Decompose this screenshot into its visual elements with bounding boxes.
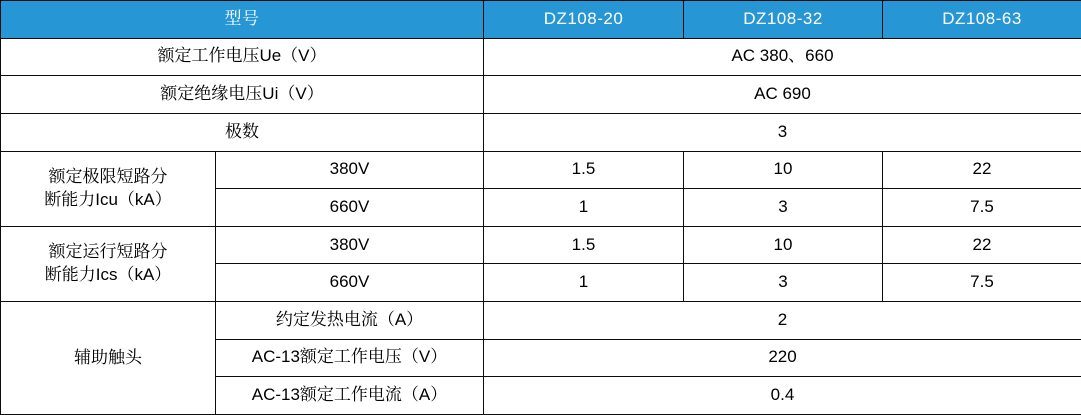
row-label-poles: 极数 <box>1 113 484 151</box>
header-model-2: DZ108-32 <box>684 1 883 39</box>
row-value-rated-insulation-voltage: AC 690 <box>484 76 1081 114</box>
table-row-rated-working-voltage <box>1 38 1081 76</box>
value-thermal-current: 2 <box>484 302 1081 340</box>
row-value-rated-working-voltage: AC 380、660 <box>484 38 1081 76</box>
table-header-row <box>1 1 1081 39</box>
row-label-rated-working-voltage: 额定工作电压Ue（V） <box>1 38 484 76</box>
table-row-ultimate-breaking-380v <box>1 151 1081 189</box>
sub-label-thermal-current: 约定发热电流（A） <box>216 302 484 340</box>
ultimate-breaking-label-line2: 断能力Icu（kA） <box>44 189 172 209</box>
service-breaking-label-line2: 断能力Ics（kA） <box>44 264 172 284</box>
value-service-380v-model3: 22 <box>883 226 1081 264</box>
value-service-380v-model1: 1.5 <box>484 226 684 264</box>
service-breaking-label-line1: 额定运行短路分 <box>48 241 168 261</box>
value-ac13-voltage: 220 <box>484 339 1081 377</box>
ultimate-breaking-label-line1: 额定极限短路分 <box>48 166 168 186</box>
sub-label-service-380v: 380V <box>216 226 484 264</box>
value-service-660v-model2: 3 <box>684 264 883 302</box>
sub-label-ultimate-380v: 380V <box>216 151 484 189</box>
value-service-660v-model1: 1 <box>484 264 684 302</box>
header-model-label: 型号 <box>1 1 484 39</box>
sub-label-ac13-voltage: AC-13额定工作电压（V） <box>216 339 484 377</box>
value-ultimate-380v-model3: 22 <box>883 151 1081 189</box>
row-label-service-breaking <box>1 226 216 301</box>
value-ultimate-380v-model1: 1.5 <box>484 151 684 189</box>
sub-label-ac13-current: AC-13额定工作电流（A） <box>216 377 484 415</box>
row-label-auxiliary-contacts: 辅助触头 <box>1 302 216 415</box>
row-label-ultimate-breaking <box>1 151 216 226</box>
table-row-poles <box>1 113 1081 151</box>
value-ac13-current: 0.4 <box>484 377 1081 415</box>
row-value-poles: 3 <box>484 113 1081 151</box>
value-service-660v-model3: 7.5 <box>883 264 1081 302</box>
header-model-3: DZ108-63 <box>883 1 1081 39</box>
table-row-rated-insulation-voltage <box>1 76 1081 114</box>
value-ultimate-660v-model2: 3 <box>684 189 883 227</box>
sub-label-service-660v: 660V <box>216 264 484 302</box>
value-ultimate-660v-model3: 7.5 <box>883 189 1081 227</box>
table-row-auxiliary-thermal-current <box>1 302 1081 340</box>
value-ultimate-660v-model1: 1 <box>484 189 684 227</box>
header-model-1: DZ108-20 <box>484 1 684 39</box>
table-row-service-breaking-380v <box>1 226 1081 264</box>
value-service-380v-model2: 10 <box>684 226 883 264</box>
sub-label-ultimate-660v: 660V <box>216 189 484 227</box>
value-ultimate-380v-model2: 10 <box>684 151 883 189</box>
row-label-rated-insulation-voltage: 额定绝缘电压Ui（V） <box>1 76 484 114</box>
